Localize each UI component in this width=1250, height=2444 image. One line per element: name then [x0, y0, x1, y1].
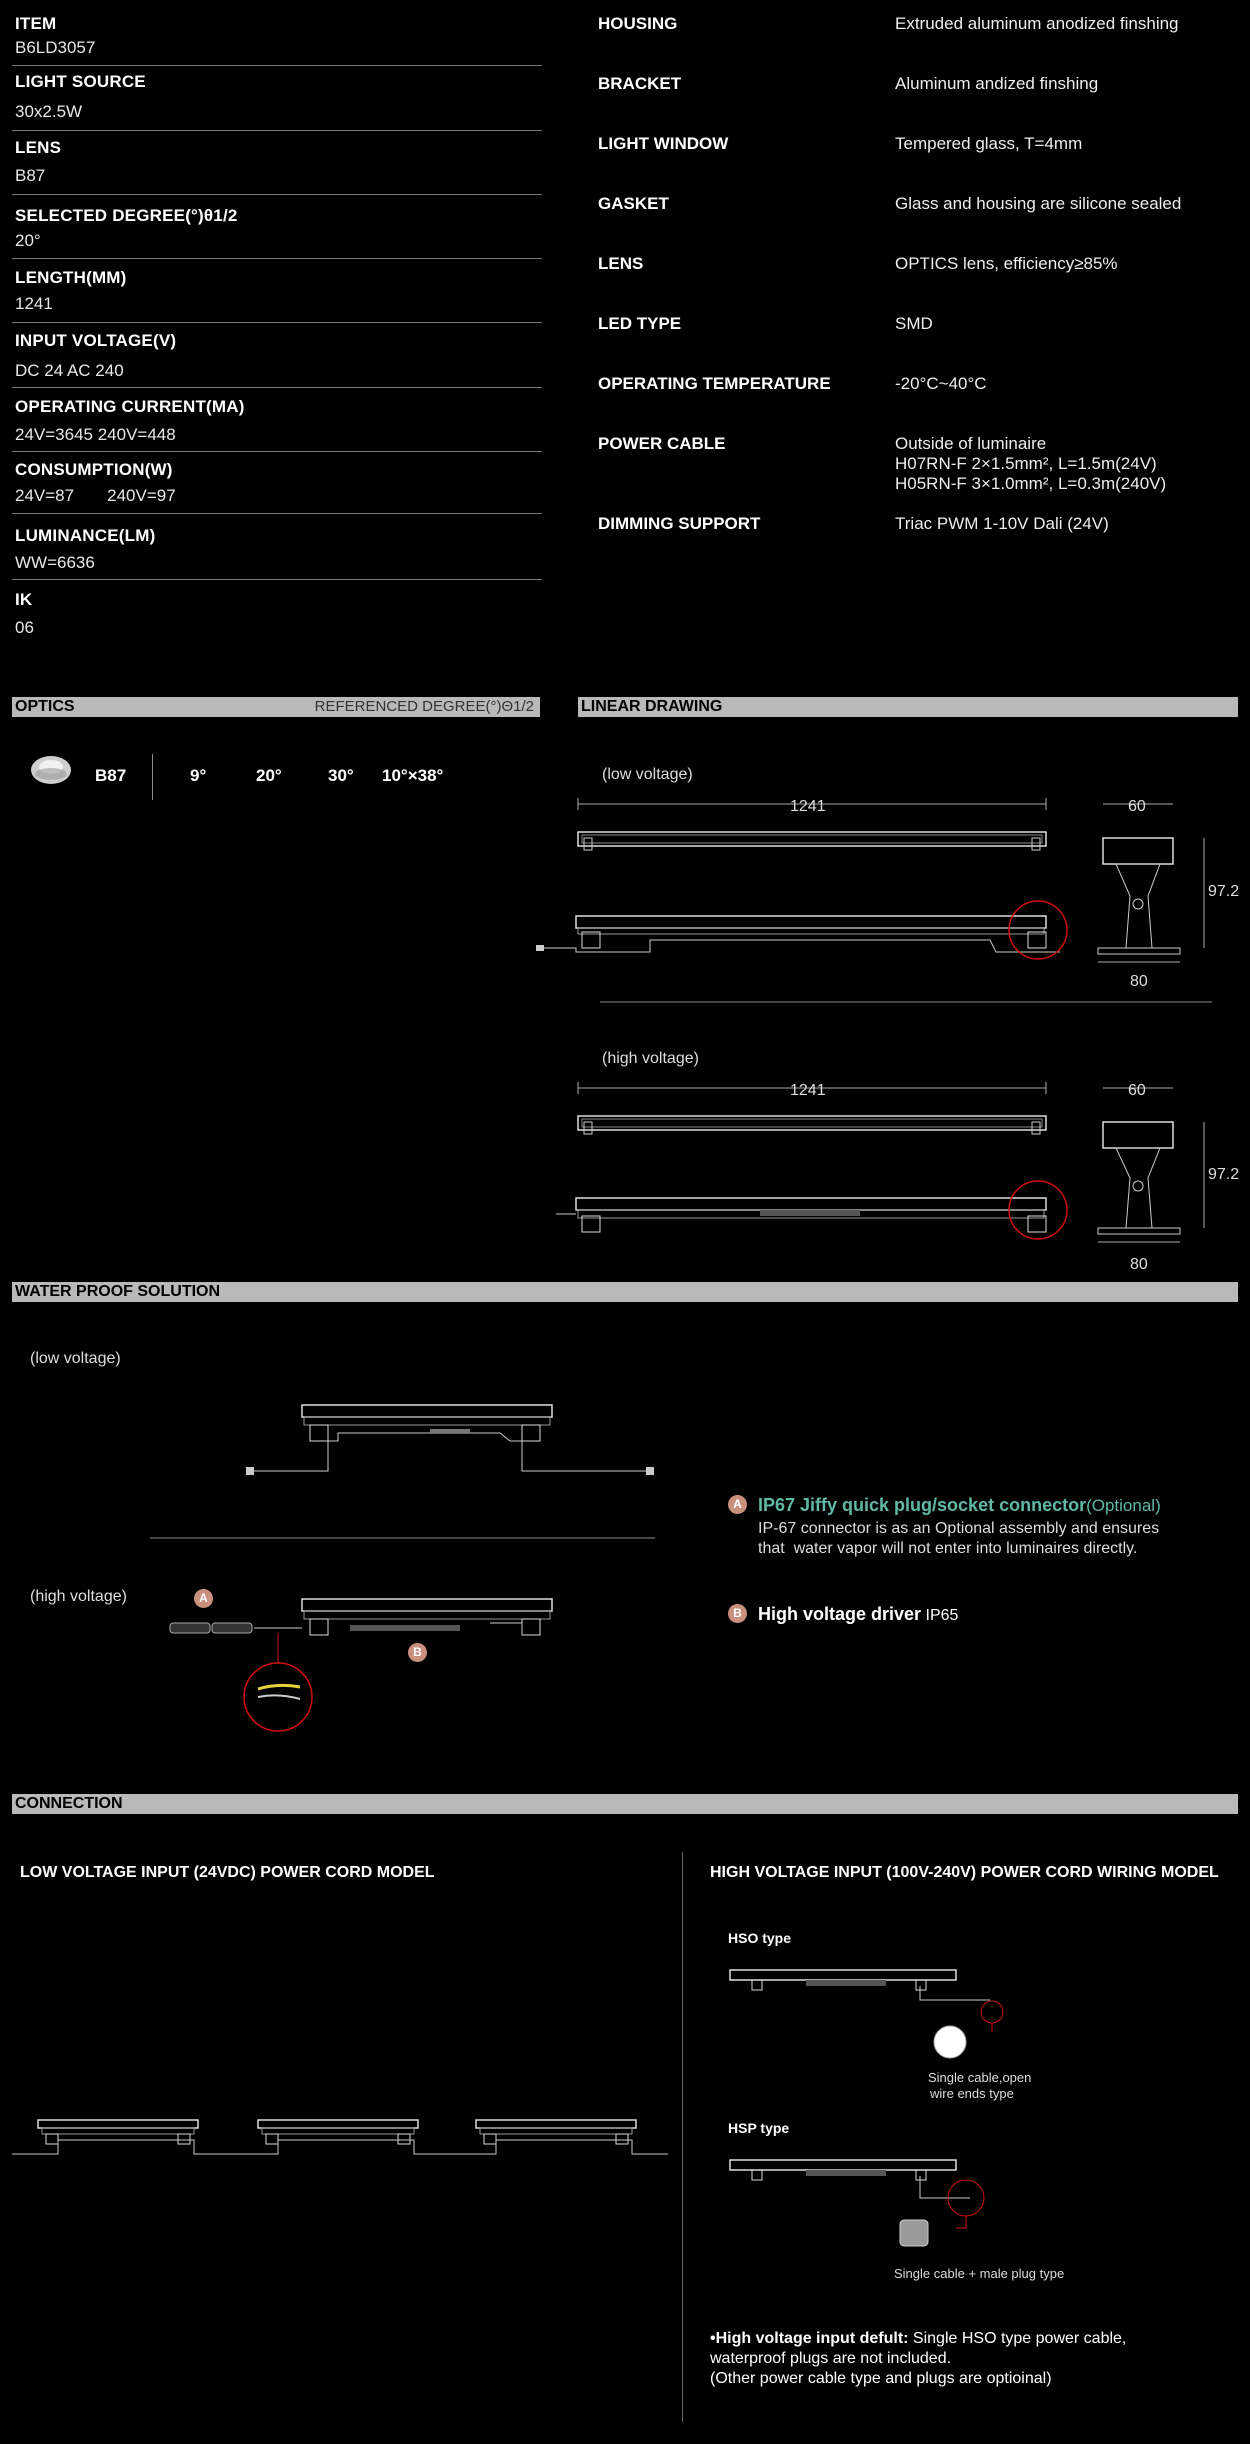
hso-note: Single cable,open — [928, 2070, 1032, 2085]
optics-referenced-degree: REFERENCED DEGREE(°)Θ1/2 — [314, 698, 534, 715]
connector-desc: IP-67 connector is as an Optional assembly and ensures — [758, 1520, 1160, 1537]
feature-value: Extruded aluminum anodized finshing — [895, 14, 1179, 33]
optics-degree: 10°×38° — [382, 766, 444, 785]
luminaire-side-view — [576, 916, 1046, 928]
connector-desc: that water vapor will not enter into luminaires directly. — [758, 1540, 1138, 1557]
feature-value: Tempered glass, T=4mm — [895, 134, 1083, 153]
optics-degree: 9° — [190, 766, 207, 785]
spec-label: INPUT VOLTAGE(V) — [15, 331, 177, 350]
spec-value: DC 24 AC 240 — [15, 361, 124, 380]
feature-value: Aluminum andized finshing — [895, 74, 1099, 93]
optics-header — [12, 697, 540, 717]
default-note-text: Single HSO type power cable, — [908, 2330, 1127, 2347]
linear-drawing-header — [578, 697, 1238, 717]
divider — [12, 194, 542, 195]
driver-ip-rating: IP65 — [921, 1607, 959, 1624]
dimension-base: 80 — [1130, 973, 1148, 990]
wp-high-voltage-label: (high voltage) — [30, 1588, 127, 1605]
divider — [12, 387, 542, 388]
waterproof-drawing — [150, 1395, 670, 1735]
spec-label: LIGHT SOURCE — [15, 72, 146, 91]
badge-a: A — [194, 1589, 213, 1608]
divider — [152, 754, 153, 800]
badge-b: B — [728, 1604, 747, 1623]
feature-value: -20°C~40°C — [895, 374, 987, 393]
low-voltage-label: (low voltage) — [602, 766, 693, 783]
feature-value-line: H05RN-F 3×1.0mm², L=0.3m(240V) — [895, 474, 1167, 493]
luminaire-end-view — [1103, 838, 1173, 864]
dimension-height: 97.2 — [1208, 1166, 1240, 1183]
spec-value: WW=6636 — [15, 553, 95, 572]
feature-label: LED TYPE — [598, 314, 682, 333]
driver-title — [758, 1604, 958, 1625]
spec-value: 1241 — [15, 294, 53, 313]
feature-value-line: H07RN-F 2×1.5mm², L=1.5m(24V) — [895, 454, 1157, 473]
spec-label: LENGTH(MM) — [15, 268, 127, 287]
default-note — [710, 2330, 1126, 2348]
callout-circle — [244, 1663, 312, 1731]
feature-label: LENS — [598, 254, 644, 273]
default-note-bold: •High voltage input defult: — [710, 2330, 909, 2347]
spec-value: 24V=87 240V=97 — [15, 486, 176, 505]
dimension-length: 1241 — [790, 1082, 826, 1099]
divider — [12, 322, 542, 323]
dimension-base: 80 — [1130, 1256, 1148, 1273]
default-note-line: (Other power cable type and plugs are optioinal) — [710, 2370, 1052, 2387]
spec-label: LENS — [15, 138, 62, 157]
divider — [12, 451, 542, 452]
feature-value: SMD — [895, 314, 933, 333]
lens-icon — [28, 752, 74, 788]
spec-value: 06 — [15, 618, 34, 637]
badge-b: B — [408, 1643, 427, 1662]
high-voltage-cord-title: HIGH VOLTAGE INPUT (100V-240V) POWER CORD WIRING MODEL — [710, 1864, 1219, 1881]
divider — [12, 130, 542, 131]
spec-value: 30x2.5W — [15, 102, 83, 121]
connector-a — [170, 1623, 210, 1633]
spec-label: IK — [15, 590, 33, 609]
divider — [12, 513, 542, 514]
spec-label: CONSUMPTION(W) — [15, 460, 173, 479]
divider — [12, 65, 542, 66]
connection-title: CONNECTION — [15, 1795, 123, 1812]
high-voltage-label: (high voltage) — [602, 1050, 699, 1067]
divider — [12, 579, 542, 580]
feature-label: HOUSING — [598, 14, 678, 33]
hso-drawing — [720, 1960, 1020, 2070]
dimension-width: 60 — [1128, 798, 1146, 815]
dimension-width: 60 — [1128, 1082, 1146, 1099]
default-note-line: waterproof plugs are not included. — [710, 2350, 952, 2367]
driver-title-text: High voltage driver — [758, 1604, 922, 1624]
optics-title: OPTICS — [15, 698, 75, 715]
feature-label: GASKET — [598, 194, 669, 213]
spec-value: 24V=3645 240V=448 — [15, 425, 176, 444]
spec-value: B6LD3057 — [15, 38, 96, 57]
feature-label: LIGHT WINDOW — [598, 134, 729, 153]
optics-degree: 20° — [256, 766, 282, 785]
badge-a: A — [728, 1495, 747, 1514]
linear-drawing — [520, 780, 1250, 1280]
connector-title — [758, 1495, 1161, 1516]
low-voltage-cord-title: LOW VOLTAGE INPUT (24VDC) POWER CORD MODEL — [20, 1864, 435, 1881]
optics-degree: 30° — [328, 766, 354, 785]
optics-lens: B87 — [95, 766, 127, 785]
feature-label: BRACKET — [598, 74, 682, 93]
hso-type-label: HSO type — [728, 1930, 792, 1946]
hsp-drawing — [720, 2150, 1020, 2270]
spec-value: B87 — [15, 166, 46, 185]
divider — [682, 1852, 683, 2422]
linear-drawing-title: LINEAR DRAWING — [581, 698, 723, 715]
dimension-height: 97.2 — [1208, 883, 1240, 900]
optional-label: (Optional) — [1086, 1496, 1161, 1515]
connection-header — [12, 1794, 1238, 1814]
feature-value-line: Outside of luminaire — [895, 434, 1047, 453]
feature-label: OPERATING TEMPERATURE — [598, 374, 831, 393]
connector-title-text: IP67 Jiffy quick plug/socket connector — [758, 1495, 1087, 1515]
hso-note: wire ends type — [930, 2086, 1014, 2101]
waterproof-title: WATER PROOF SOLUTION — [15, 1283, 221, 1300]
feature-value: OPTICS lens, efficiency≥85% — [895, 254, 1118, 273]
spec-label: OPERATING CURRENT(MA) — [15, 397, 245, 416]
feature-value: Triac PWM 1-10V Dali (24V) — [895, 514, 1109, 533]
feature-value: Glass and housing are silicone sealed — [895, 194, 1182, 213]
low-voltage-chain-drawing — [8, 2112, 678, 2162]
spec-value: 20° — [15, 231, 41, 250]
wp-low-voltage-label: (low voltage) — [30, 1350, 121, 1367]
hsp-type-label: HSP type — [728, 2120, 790, 2136]
feature-label: POWER CABLE — [598, 434, 726, 453]
spec-label: SELECTED DEGREE(°)θ1/2 — [15, 206, 238, 225]
feature-label: DIMMING SUPPORT — [598, 514, 761, 533]
waterproof-header — [12, 1282, 1238, 1302]
luminaire-top-view — [578, 832, 1046, 846]
spec-label: LUMINANCE(LM) — [15, 526, 156, 545]
spec-label: ITEM — [15, 14, 57, 33]
dimension-length: 1241 — [790, 798, 826, 815]
hsp-note: Single cable + male plug type — [894, 2266, 1065, 2281]
callout-circle — [1009, 901, 1067, 959]
divider — [12, 258, 542, 259]
